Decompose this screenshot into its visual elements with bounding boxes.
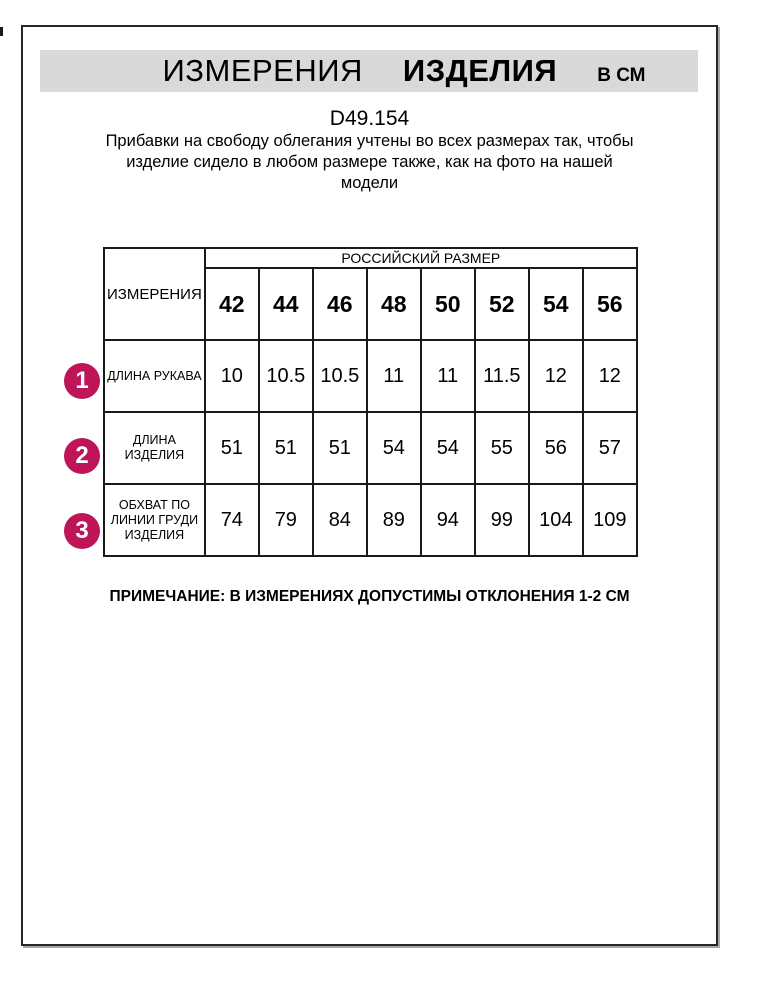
size-group-row	[104, 248, 637, 268]
size-col-header: 46	[313, 268, 367, 340]
value-cell: 11	[367, 340, 421, 412]
value-cell: 89	[367, 484, 421, 556]
size-col-header: 50	[421, 268, 475, 340]
value-cell: 51	[313, 412, 367, 484]
row-marker-number: 2	[75, 442, 89, 469]
size-col-header: 54	[529, 268, 583, 340]
description-line: Прибавки на свободу облегания учтены во всех размерах так, чтобы	[105, 132, 634, 150]
page-edge-artifact	[0, 27, 3, 36]
product-code: D49.154	[329, 107, 410, 130]
row-marker-3	[64, 513, 100, 549]
size-col-header: 52	[475, 268, 529, 340]
header-bar	[40, 50, 698, 92]
product-description	[23, 131, 716, 194]
note-text: ПРИМЕЧАНИЕ: В ИЗМЕРЕНИЯХ ДОПУСТИМЫ ОТКЛОНЕНИЯ 1-2 СМ	[109, 588, 630, 605]
size-group-header-cell: РОССИЙСКИЙ РАЗМЕР	[205, 248, 637, 268]
value-cell: 109	[583, 484, 637, 556]
measurements-table-body	[104, 340, 637, 556]
value-cell: 11	[421, 340, 475, 412]
value-cell: 10.5	[259, 340, 313, 412]
row-marker-number: 3	[75, 517, 89, 544]
value-cell: 10.5	[313, 340, 367, 412]
table-row	[104, 484, 637, 556]
header-title-units: В СМ	[597, 65, 646, 86]
value-cell: 54	[421, 412, 475, 484]
table-row	[104, 340, 637, 412]
value-cell: 104	[529, 484, 583, 556]
corner-header-cell: ИЗМЕРЕНИЯ	[104, 248, 205, 340]
value-cell: 51	[259, 412, 313, 484]
description-line: модели	[340, 174, 399, 192]
size-col-header: 48	[367, 268, 421, 340]
value-cell: 56	[529, 412, 583, 484]
measurements-table	[103, 247, 638, 557]
value-cell: 74	[205, 484, 259, 556]
size-col-header: 44	[259, 268, 313, 340]
value-cell: 10	[205, 340, 259, 412]
value-cell: 11.5	[475, 340, 529, 412]
table-row	[104, 412, 637, 484]
value-cell: 79	[259, 484, 313, 556]
size-col-header: 56	[583, 268, 637, 340]
value-cell: 57	[583, 412, 637, 484]
size-col-header: 42	[205, 268, 259, 340]
value-cell: 99	[475, 484, 529, 556]
header-title-product: ИЗДЕЛИЯ	[402, 53, 558, 88]
value-cell: 54	[367, 412, 421, 484]
value-cell: 12	[529, 340, 583, 412]
value-cell: 55	[475, 412, 529, 484]
value-cell: 51	[205, 412, 259, 484]
row-label-cell: ДЛИНА РУКАВА	[104, 340, 205, 412]
row-markers	[64, 363, 100, 549]
row-label-cell: ОБХВАТ ПО ЛИНИИ ГРУДИ ИЗДЕЛИЯ	[104, 484, 205, 556]
value-cell: 12	[583, 340, 637, 412]
row-marker-2	[64, 438, 100, 474]
value-cell: 94	[421, 484, 475, 556]
row-marker-1	[64, 363, 100, 399]
value-cell: 84	[313, 484, 367, 556]
measurements-table-head	[104, 248, 637, 340]
row-marker-number: 1	[75, 367, 89, 394]
description-line: изделие сидело в любом размере также, как на фото на нашей	[126, 153, 613, 171]
row-label-cell: ДЛИНА ИЗДЕЛИЯ	[104, 412, 205, 484]
header-title-measurements: ИЗМЕРЕНИЯ	[162, 53, 363, 88]
page-frame	[21, 25, 718, 946]
